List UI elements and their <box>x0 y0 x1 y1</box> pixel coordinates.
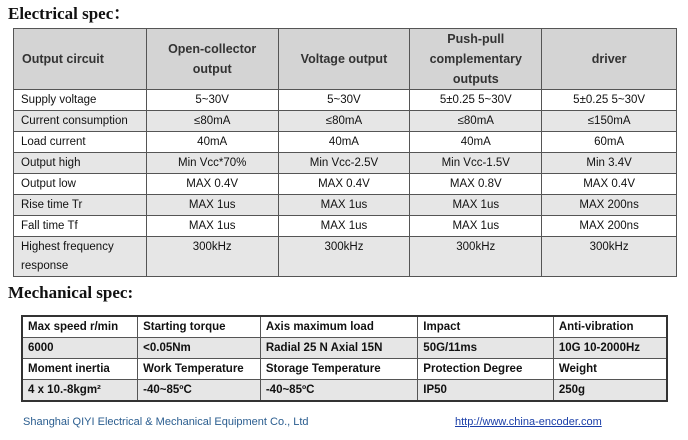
table-row <box>14 216 677 237</box>
cell: MAX 1us <box>146 195 278 216</box>
cell: Min 3.4V <box>542 153 677 174</box>
electrical-spec-heading: Electrical spec： <box>8 4 131 23</box>
row-label: Load current <box>14 132 147 153</box>
cell: 250g <box>553 380 667 402</box>
cell: <0.05Nm <box>138 338 261 359</box>
cell: MAX 1us <box>410 216 542 237</box>
table-row <box>14 90 677 111</box>
table-row <box>22 380 667 402</box>
table-row <box>22 338 667 359</box>
cell: 5±0.25 5~30V <box>410 90 542 111</box>
cell: 300kHz <box>542 237 677 277</box>
row-label: Current consumption <box>14 111 147 132</box>
cell: Weight <box>553 359 667 380</box>
table-row <box>14 153 677 174</box>
table-row <box>14 195 677 216</box>
cell: Axis maximum load <box>260 316 417 338</box>
cell: Min Vcc*70% <box>146 153 278 174</box>
header-push-pull: Push-pull complementary outputs <box>410 29 542 90</box>
cell: MAX 0.4V <box>278 174 410 195</box>
cell: 40mA <box>410 132 542 153</box>
cell: 300kHz <box>410 237 542 277</box>
cell: MAX 0.8V <box>410 174 542 195</box>
row-label: Highest frequency response <box>14 237 147 277</box>
header-voltage-output: Voltage output <box>278 29 410 90</box>
cell: MAX 0.4V <box>542 174 677 195</box>
cell: ≤150mA <box>542 111 677 132</box>
footer-website-link[interactable]: http://www.china-encoder.com <box>455 416 602 428</box>
cell: ≤80mA <box>278 111 410 132</box>
cell: Storage Temperature <box>260 359 417 380</box>
cell: MAX 1us <box>278 195 410 216</box>
table-row <box>14 111 677 132</box>
cell: -40~85ºC <box>138 380 261 402</box>
cell: Impact <box>418 316 554 338</box>
table-row <box>22 359 667 380</box>
cell: 6000 <box>22 338 138 359</box>
cell: Work Temperature <box>138 359 261 380</box>
cell: Starting torque <box>138 316 261 338</box>
cell: 10G 10-2000Hz <box>553 338 667 359</box>
table-row <box>14 132 677 153</box>
cell: Min Vcc-1.5V <box>410 153 542 174</box>
header-output-circuit: Output circuit <box>14 29 147 90</box>
cell: 300kHz <box>278 237 410 277</box>
row-label: Rise time Tr <box>14 195 147 216</box>
cell: 60mA <box>542 132 677 153</box>
cell: MAX 200ns <box>542 195 677 216</box>
cell: ≤80mA <box>146 111 278 132</box>
table-row <box>22 316 667 338</box>
cell: 50G/11ms <box>418 338 554 359</box>
cell: Max speed r/min <box>22 316 138 338</box>
mechanical-spec-table <box>21 315 668 402</box>
cell: 300kHz <box>146 237 278 277</box>
cell: Protection Degree <box>418 359 554 380</box>
cell: Radial 25 N Axial 15N <box>260 338 417 359</box>
cell: 40mA <box>146 132 278 153</box>
cell: Moment inertia <box>22 359 138 380</box>
cell: MAX 0.4V <box>146 174 278 195</box>
cell: 5~30V <box>146 90 278 111</box>
cell: MAX 1us <box>146 216 278 237</box>
mechanical-spec-heading: Mechanical spec: <box>8 283 134 302</box>
cell: ≤80mA <box>410 111 542 132</box>
header-open-collector: Open-collector output <box>146 29 278 90</box>
footer-company-name: Shanghai QIYI Electrical & Mechanical Equipment Co., Ltd <box>23 416 309 428</box>
cell: 40mA <box>278 132 410 153</box>
table-row <box>14 237 677 277</box>
cell: 4 x 10.-8kgm² <box>22 380 138 402</box>
cell: 5~30V <box>278 90 410 111</box>
row-label: Supply voltage <box>14 90 147 111</box>
row-label: Output low <box>14 174 147 195</box>
cell: 5±0.25 5~30V <box>542 90 677 111</box>
cell: MAX 1us <box>278 216 410 237</box>
table-header-row <box>14 29 677 90</box>
table-row <box>14 174 677 195</box>
cell: MAX 200ns <box>542 216 677 237</box>
cell: -40~85ºC <box>260 380 417 402</box>
cell: Anti-vibration <box>553 316 667 338</box>
row-label: Fall time Tf <box>14 216 147 237</box>
cell: Min Vcc-2.5V <box>278 153 410 174</box>
cell: IP50 <box>418 380 554 402</box>
row-label: Output high <box>14 153 147 174</box>
header-driver: driver <box>542 29 677 90</box>
cell: MAX 1us <box>410 195 542 216</box>
electrical-spec-table <box>13 28 677 277</box>
